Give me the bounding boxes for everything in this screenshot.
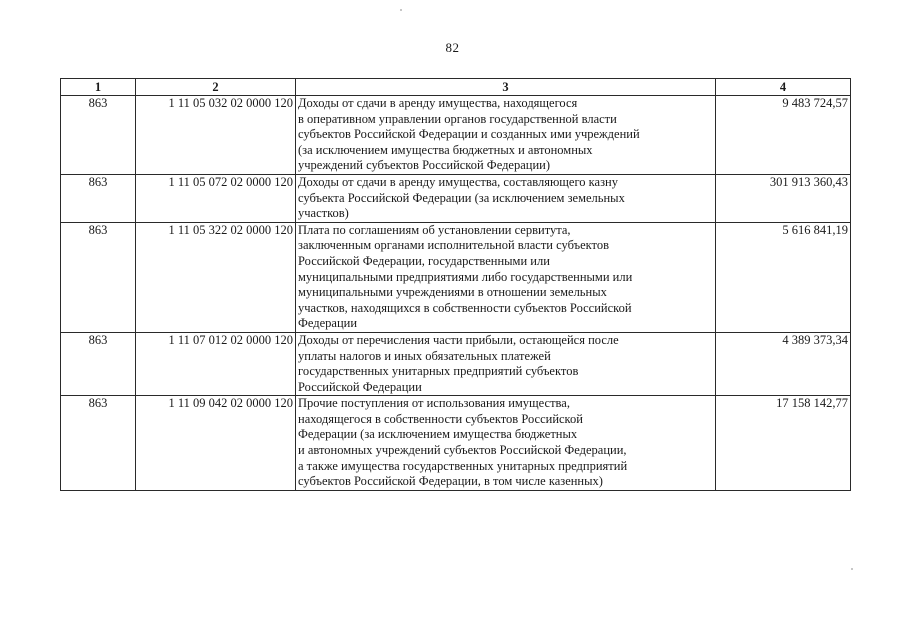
revenue-name-line: Доходы от перечисления части прибыли, остающейся после: [298, 332, 619, 347]
amount-cell: 9 483 724,57: [716, 96, 851, 175]
revenue-name-cell: [296, 396, 716, 491]
header-row: [61, 79, 851, 96]
revenue-name-line: Прочие поступления от использования имущества,: [298, 396, 570, 411]
revenue-table: [60, 78, 851, 491]
admin-code-cell: 863: [61, 96, 136, 175]
table-header: [61, 79, 851, 96]
revenue-code-cell: 1 11 07 012 02 0000 120: [136, 332, 296, 395]
revenue-name-line: Доходы от сдачи в аренду имущества, составляющего казну: [298, 174, 618, 189]
revenue-name-line: в оперативном управлении органов государственной власти: [298, 111, 617, 126]
scan-speck: [400, 9, 402, 11]
revenue-name-line: Российской Федерации: [298, 379, 422, 394]
header-col-3: 3: [296, 79, 716, 96]
revenue-name-line: муниципальными учреждениями в отношении земельных: [298, 285, 607, 300]
revenue-name-line: субъекта Российской Федерации (за исключением земельных: [298, 190, 625, 205]
revenue-name-cell: [296, 222, 716, 332]
revenue-name-line: находящегося в собственности субъектов Российской: [298, 411, 583, 426]
revenue-name-line: а также имущества государственных унитарных предприятий: [298, 458, 628, 473]
admin-code-cell: 863: [61, 396, 136, 491]
revenue-name-line: субъектов Российской Федерации, в том числе казенных): [298, 474, 603, 489]
revenue-name-line: участков): [298, 206, 349, 221]
header-col-2: 2: [136, 79, 296, 96]
table-row: [61, 332, 851, 395]
revenue-name-line: уплаты налогов и иных обязательных платежей: [298, 348, 551, 363]
revenue-name-line: (за исключением имущества бюджетных и автономных: [298, 142, 593, 157]
amount-cell: 5 616 841,19: [716, 222, 851, 332]
header-col-4: 4: [716, 79, 851, 96]
admin-code-cell: 863: [61, 222, 136, 332]
header-col-1: 1: [61, 79, 136, 96]
revenue-name-line: заключенным органами исполнительной власти субъектов: [298, 238, 610, 253]
revenue-name-line: субъектов Российской Федерации и созданных ими учреждений: [298, 127, 640, 142]
revenue-name-line: Плата по соглашениям об установлении сервитута,: [298, 222, 571, 237]
table-row: [61, 174, 851, 222]
page-number: 82: [445, 40, 460, 55]
revenue-name-line: государственных унитарных предприятий субъектов: [298, 364, 579, 379]
revenue-name-cell: [296, 332, 716, 395]
revenue-name-cell: [296, 96, 716, 175]
revenue-code-cell: 1 11 05 072 02 0000 120: [136, 174, 296, 222]
amount-cell: 4 389 373,34: [716, 332, 851, 395]
table-row: [61, 222, 851, 332]
revenue-name-line: Российской Федерации, государственными или: [298, 253, 550, 268]
revenue-name-cell: [296, 174, 716, 222]
revenue-name-line: участков, находящихся в собственности субъектов Российской: [298, 300, 632, 315]
revenue-name-line: учреждений субъектов Российской Федерации): [298, 158, 551, 173]
table-row: [61, 96, 851, 175]
table-row: [61, 396, 851, 491]
scan-speck: [851, 568, 853, 570]
amount-cell: 17 158 142,77: [716, 396, 851, 491]
revenue-name-line: Федерации: [298, 316, 358, 331]
revenue-name-line: муниципальными предприятиями либо государственными или: [298, 269, 633, 284]
revenue-name-line: и автономных учреждений субъектов Российской Федерации,: [298, 443, 627, 458]
admin-code-cell: 863: [61, 332, 136, 395]
revenue-code-cell: 1 11 05 032 02 0000 120: [136, 96, 296, 175]
revenue-name-line: Доходы от сдачи в аренду имущества, находящегося: [298, 96, 578, 110]
amount-cell: 301 913 360,43: [716, 174, 851, 222]
admin-code-cell: 863: [61, 174, 136, 222]
revenue-name-line: Федерации (за исключением имущества бюджетных: [298, 427, 578, 442]
table-body: [61, 96, 851, 491]
revenue-code-cell: 1 11 05 322 02 0000 120: [136, 222, 296, 332]
revenue-code-cell: 1 11 09 042 02 0000 120: [136, 396, 296, 491]
